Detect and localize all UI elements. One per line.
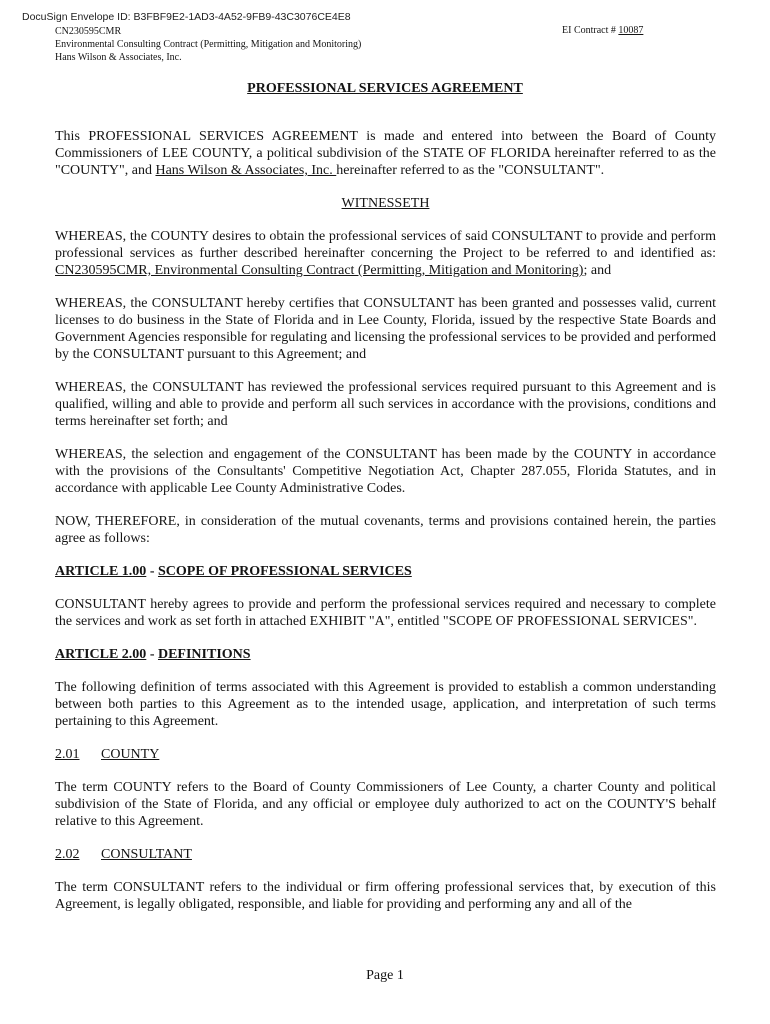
article-2-text: The following definition of terms associated with this Agreement is provided to establish a common understanding between both parties to this Agreement as to the intended usage, application, and interpretation of such terms pertaining to this Agreement.: [55, 680, 716, 729]
whereas-paragraph-4: WHEREAS, the selection and engagement of the CONSULTANT has been made by the COUNTY in accordance with the provisions of the Consultants' Competitive Negotiation Act, Chapter 287.055, Florida Statutes, and in accordance with applicable Lee County Administrative Codes.: [55, 447, 716, 496]
article-1-title: SCOPE OF PROFESSIONAL SERVICES: [157, 564, 412, 579]
article-2-title: DEFINITIONS: [157, 647, 251, 662]
intro-text-end: hereinafter referred to as the "CONSULTANT".: [336, 163, 605, 178]
article-2-number: ARTICLE 2.00: [55, 647, 147, 662]
header-contract-name: Environmental Consulting Contract (Permitting, Mitigation and Monitoring): [55, 39, 362, 50]
header-consultant-name: Hans Wilson & Associates, Inc.: [55, 52, 182, 63]
article-1-heading: [55, 563, 716, 580]
document-body: [55, 128, 716, 929]
section-2-02-number-wrap: [55, 846, 101, 863]
article-2-heading: [55, 646, 716, 663]
article-1-separator: -: [146, 564, 158, 579]
docusign-envelope-id: DocuSign Envelope ID: B3FBF9E2-1AD3-4A52-9FB9-43C3076CE4E8: [22, 11, 351, 23]
consultant-name: Hans Wilson & Associates, Inc.: [155, 163, 337, 178]
section-2-02-title: CONSULTANT: [101, 847, 192, 862]
now-therefore-paragraph: NOW, THEREFORE, in consideration of the mutual covenants, terms and provisions contained herein, the parties agree as follows:: [55, 514, 716, 546]
section-2-01-heading: [55, 746, 716, 763]
article-1-number: ARTICLE 1.00: [55, 564, 147, 579]
intro-text-start: This PROFESSIONAL SERVICES AGREEMENT is made and entered into between the Board of County Commissioners of LEE COUNTY, a political subdivision of the STATE OF FLORIDA hereinafter referred to as the "COUNTY", and: [55, 129, 716, 178]
section-2-02-text: The term CONSULTANT refers to the individual or firm offering professional services that, by execution of this Agreement, is legally obligated, responsible, and liable for providing and performing any and all of the: [55, 880, 716, 912]
document-title: PROFESSIONAL SERVICES AGREEMENT: [247, 81, 523, 96]
whereas-paragraph-3: WHEREAS, the CONSULTANT has reviewed the professional services required pursuant to this Agreement and is qualified, willing and able to provide and perform all such services in accordance with the provisions, conditions and terms hereinafter set forth; and: [55, 380, 716, 429]
contract-number-label: EI Contract #: [562, 25, 619, 36]
section-2-01-text: The term COUNTY refers to the Board of County Commissioners of Lee County, a charter County and political subdivision of the State of Florida, and any official or employee duly authorized to act on the COUNTY'S behalf relative to this Agreement.: [55, 780, 716, 829]
contract-number-block: [562, 25, 643, 36]
whereas1-text-end: ; and: [583, 263, 612, 278]
intro-paragraph: [55, 128, 716, 179]
header-contract-code: CN230595CMR: [55, 26, 122, 37]
project-name: CN230595CMR, Environmental Consulting Contract (Permitting, Mitigation and Monitoring): [55, 263, 584, 278]
page-number: Page 1: [366, 968, 404, 983]
section-2-01-number: 2.01: [55, 747, 80, 762]
section-2-02-heading: [55, 846, 716, 863]
section-2-01-title: COUNTY: [101, 747, 160, 762]
witnesseth-heading: WITNESSETH: [341, 196, 430, 211]
article-2-separator: -: [146, 647, 158, 662]
whereas-paragraph-1: [55, 228, 716, 279]
article-1-text: CONSULTANT hereby agrees to provide and perform the professional services required and necessary to complete the services and work as set forth in attached EXHIBIT "A", entitled "SCOPE OF PROFESSIONAL SERVICES".: [55, 597, 716, 629]
section-2-02-number: 2.02: [55, 847, 80, 862]
whereas-paragraph-2: WHEREAS, the CONSULTANT hereby certifies that CONSULTANT has been granted and possesses valid, current licenses to do business in the State of Florida and in Lee County, Florida, issued by the respective State Boards and Government Agencies responsible for regulating and licensing the professional services to be provided and performed by the CONSULTANT pursuant to this Agreement; and: [55, 296, 716, 362]
contract-number: 10087: [618, 25, 644, 36]
whereas1-text-start: WHEREAS, the COUNTY desires to obtain the professional services of said CONSULTANT to provide and perform professional services as further described hereinafter concerning the Project to be referred to and identified as:: [55, 229, 716, 261]
section-2-01-number-wrap: [55, 746, 101, 763]
